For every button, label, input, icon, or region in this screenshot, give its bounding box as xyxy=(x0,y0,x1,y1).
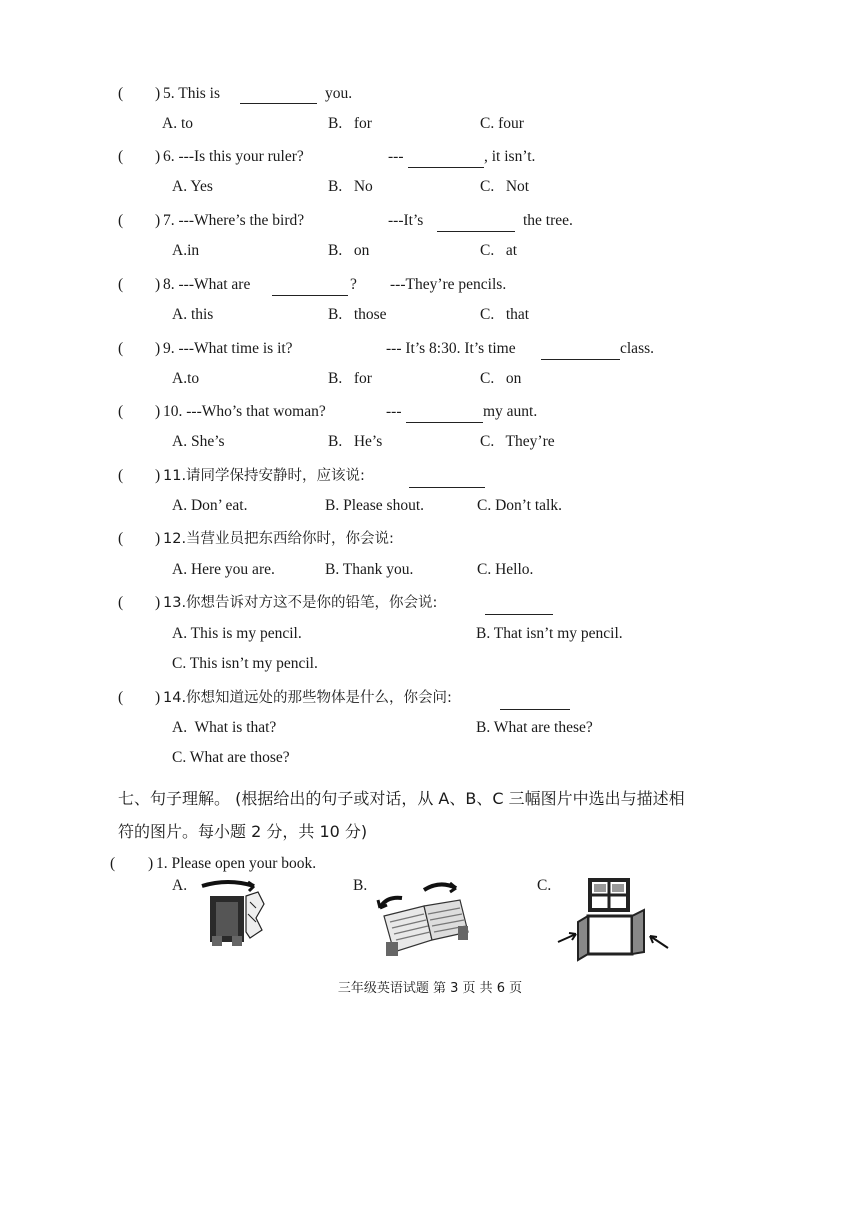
question-stem-end: you. xyxy=(325,85,353,102)
section-heading-line-2: 符的图片。每小题 2 分，共 10 分) xyxy=(118,822,368,841)
option-a: A. Don’ eat. xyxy=(172,497,248,514)
answer-blank xyxy=(409,474,485,488)
answer-paren-close: ) xyxy=(155,212,161,229)
page-footer: 三年级英语试题 第 3 页 共 6 页 xyxy=(337,981,523,996)
option-a: A. This is my pencil. xyxy=(172,625,302,642)
answer-paren-close: ) xyxy=(155,85,161,102)
option-b: B. What are these? xyxy=(476,719,593,736)
answer-paren-open: ( xyxy=(118,85,124,102)
question-stem-mid: ? xyxy=(350,276,357,293)
option-b: B. those xyxy=(328,306,387,323)
question-stem-mid: --- xyxy=(386,403,402,420)
answer-blank xyxy=(272,282,348,296)
option-c: C. Don’t talk. xyxy=(477,497,562,514)
answer-paren-close: ) xyxy=(155,276,161,293)
answer-paren-open: ( xyxy=(110,855,116,872)
answer-paren-open: ( xyxy=(118,403,124,420)
answer-paren-open: ( xyxy=(118,530,124,547)
option-b: B. Please shout. xyxy=(325,497,425,514)
answer-paren-open: ( xyxy=(118,276,124,293)
question-stem-mid: ---It’s xyxy=(388,212,424,229)
question-stem: 11.请同学保持安静时，应该说: xyxy=(163,468,365,484)
option-c: C. They’re xyxy=(480,433,555,450)
question-stem: 1. Please open your book. xyxy=(156,855,317,872)
question-stem-end: ---They’re pencils. xyxy=(390,276,507,293)
section-heading-line-1: 七、句子理解。 (根据给出的句子或对话，从 A、B、C 三幅图片中选出与描述相 xyxy=(118,789,685,808)
option-a: A. Here you are. xyxy=(172,561,275,578)
option-b: B. on xyxy=(328,242,370,259)
question-stem: 5. This is xyxy=(163,85,220,102)
opening-window-icon xyxy=(556,876,672,962)
picture-label-b: B. xyxy=(353,877,368,894)
option-a: A. She’s xyxy=(172,433,225,450)
question-stem: 9. ---What time is it? xyxy=(163,340,293,357)
option-a: A. to xyxy=(162,115,193,132)
answer-paren-open: ( xyxy=(118,212,124,229)
answer-blank xyxy=(437,218,515,232)
answer-paren-close: ) xyxy=(155,689,161,706)
answer-paren-open: ( xyxy=(118,467,124,484)
option-c: C. on xyxy=(480,370,522,387)
opening-book-icon xyxy=(376,876,476,960)
answer-paren-close: ) xyxy=(155,467,161,484)
question-stem: 6. ---Is this your ruler? xyxy=(163,148,304,165)
option-b: B. That isn’t my pencil. xyxy=(476,625,623,642)
picture-label-c: C. xyxy=(537,877,552,894)
question-stem: 13.你想告诉对方这不是你的铅笔，你会说: xyxy=(163,595,438,611)
answer-paren-open: ( xyxy=(118,148,124,165)
option-b: B. He’s xyxy=(328,433,383,450)
option-c: C. Hello. xyxy=(477,561,534,578)
answer-blank xyxy=(240,90,317,104)
question-stem-mid: --- xyxy=(388,148,404,165)
question-stem-end: my aunt. xyxy=(483,403,538,420)
answer-blank xyxy=(500,696,570,710)
option-b: B. No xyxy=(328,178,373,195)
option-c: C. that xyxy=(480,306,530,323)
answer-blank xyxy=(408,154,484,168)
answer-blank xyxy=(485,601,553,615)
answer-paren-open: ( xyxy=(118,340,124,357)
answer-paren-close: ) xyxy=(155,530,161,547)
picture-label-a: A. xyxy=(172,877,188,894)
answer-paren-open: ( xyxy=(118,689,124,706)
question-stem-mid: --- It’s 8:30. It’s time xyxy=(386,340,516,357)
answer-paren-close: ) xyxy=(155,594,161,611)
question-stem: 8. ---What are xyxy=(163,276,251,293)
question-stem: 14.你想知道远处的那些物体是什么，你会问: xyxy=(163,690,452,706)
option-a: A. Yes xyxy=(172,178,213,195)
option-c: C. This isn’t my pencil. xyxy=(172,655,318,672)
option-a: A.in xyxy=(172,242,200,259)
option-c: C. four xyxy=(480,115,524,132)
question-stem-end: , it isn’t. xyxy=(484,148,536,165)
option-b: B. for xyxy=(328,115,372,132)
option-b: B. for xyxy=(328,370,372,387)
closing-book-icon xyxy=(198,878,278,950)
answer-paren-close: ) xyxy=(155,340,161,357)
option-c: C. at xyxy=(480,242,518,259)
answer-blank xyxy=(541,346,620,360)
answer-paren-close: ) xyxy=(148,855,154,872)
question-stem: 10. ---Who’s that woman? xyxy=(163,403,326,420)
answer-blank xyxy=(406,409,483,423)
option-c: C. What are those? xyxy=(172,749,290,766)
answer-paren-close: ) xyxy=(155,148,161,165)
question-stem: 12.当营业员把东西给你时，你会说: xyxy=(163,531,394,547)
option-b: B. Thank you. xyxy=(325,561,414,578)
option-a: A. What is that? xyxy=(172,719,277,736)
question-stem: 7. ---Where’s the bird? xyxy=(163,212,305,229)
option-c: C. Not xyxy=(480,178,530,195)
section-7-heading xyxy=(118,782,758,848)
option-a: A. this xyxy=(172,306,214,323)
question-stem-end: the tree. xyxy=(523,212,573,229)
answer-paren-open: ( xyxy=(118,594,124,611)
question-stem-end: class. xyxy=(620,340,655,357)
option-a: A.to xyxy=(172,370,200,387)
answer-paren-close: ) xyxy=(155,403,161,420)
